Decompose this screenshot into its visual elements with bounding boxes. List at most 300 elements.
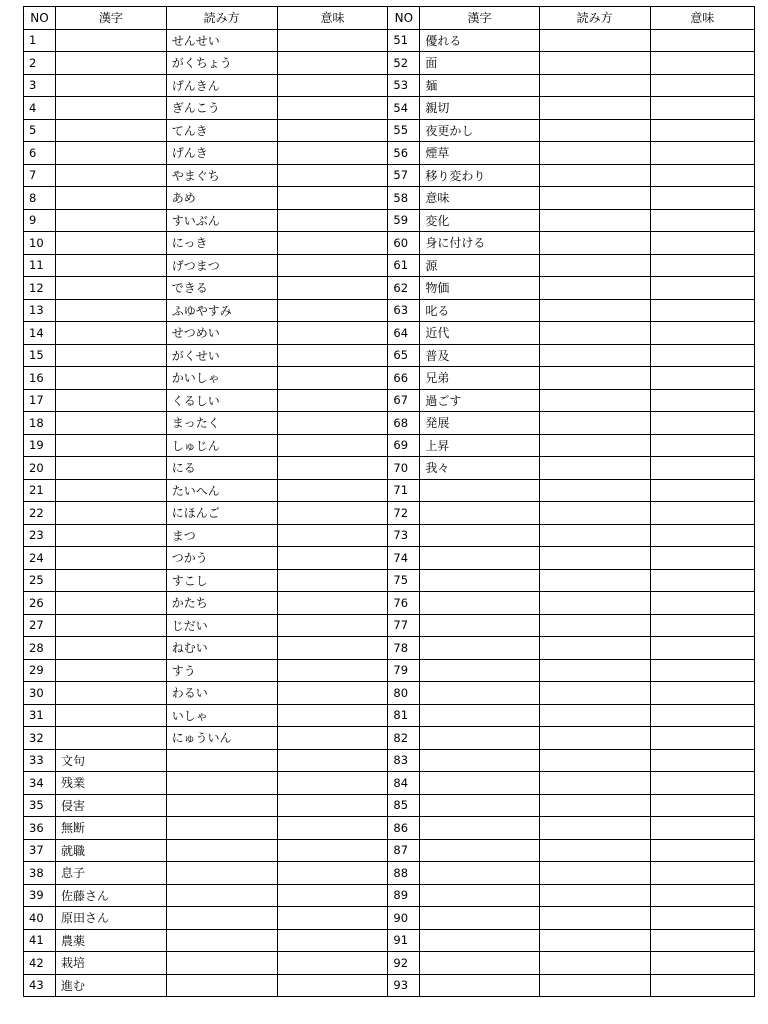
left-cell-kanji[interactable] <box>55 434 166 457</box>
right-cell-reading[interactable] <box>539 749 650 772</box>
right-cell-kanji[interactable]: 意味 <box>420 187 539 210</box>
table-row <box>24 929 755 952</box>
left-cell-reading[interactable] <box>166 952 277 975</box>
right-cell-reading[interactable] <box>539 547 650 570</box>
right-cell-kanji[interactable]: 兄弟 <box>420 367 539 390</box>
right-cell-no: 59 <box>388 209 420 232</box>
right-cell-reading[interactable] <box>539 794 650 817</box>
right-cell-meaning[interactable] <box>650 974 755 997</box>
right-cell-no: 66 <box>388 367 420 390</box>
left-cell-meaning[interactable] <box>277 614 388 637</box>
right-cell-kanji[interactable]: 発展 <box>420 412 539 435</box>
right-cell-kanji[interactable] <box>420 704 539 727</box>
right-cell-meaning[interactable] <box>650 862 755 885</box>
left-cell-reading[interactable]: まつ <box>166 524 277 547</box>
right-cell-reading[interactable] <box>539 884 650 907</box>
left-cell-reading[interactable]: ふゆやすみ <box>166 299 277 322</box>
right-cell-meaning[interactable] <box>650 839 755 862</box>
left-cell-reading[interactable]: つかう <box>166 547 277 570</box>
right-cell-meaning[interactable] <box>650 344 755 367</box>
right-cell-kanji[interactable]: 我々 <box>420 457 539 480</box>
left-cell-kanji[interactable]: 農薬 <box>55 929 166 952</box>
table-row <box>24 727 755 750</box>
left-cell-kanji[interactable]: 栽培 <box>55 952 166 975</box>
right-cell-reading[interactable] <box>539 434 650 457</box>
right-cell-meaning[interactable] <box>650 29 755 52</box>
left-cell-meaning[interactable] <box>277 952 388 975</box>
left-cell-no: 8 <box>24 187 56 210</box>
left-cell-kanji[interactable] <box>55 524 166 547</box>
left-cell-kanji[interactable] <box>55 187 166 210</box>
left-cell-reading[interactable] <box>166 929 277 952</box>
left-cell-reading[interactable]: くるしい <box>166 389 277 412</box>
vocabulary-table <box>23 6 755 997</box>
right-cell-meaning[interactable] <box>650 659 755 682</box>
right-cell-meaning[interactable] <box>650 952 755 975</box>
right-cell-meaning[interactable] <box>650 569 755 592</box>
right-cell-reading[interactable] <box>539 817 650 840</box>
right-cell-reading[interactable] <box>539 119 650 142</box>
left-cell-meaning[interactable] <box>277 749 388 772</box>
left-cell-kanji[interactable] <box>55 502 166 525</box>
right-cell-reading[interactable] <box>539 164 650 187</box>
header-kanji-right: 漢字 <box>420 7 539 30</box>
right-cell-reading[interactable] <box>539 929 650 952</box>
right-cell-reading[interactable] <box>539 254 650 277</box>
right-cell-reading[interactable] <box>539 232 650 255</box>
left-cell-kanji[interactable] <box>55 142 166 165</box>
left-cell-no: 23 <box>24 524 56 547</box>
left-cell-kanji[interactable]: 原田さん <box>55 907 166 930</box>
table-row <box>24 547 755 570</box>
right-cell-kanji[interactable] <box>420 659 539 682</box>
right-cell-reading[interactable] <box>539 142 650 165</box>
right-cell-kanji[interactable] <box>420 524 539 547</box>
table-body <box>24 29 755 997</box>
left-cell-kanji[interactable]: 進む <box>55 974 166 997</box>
left-cell-meaning[interactable] <box>277 389 388 412</box>
left-cell-kanji[interactable] <box>55 412 166 435</box>
left-cell-meaning[interactable] <box>277 232 388 255</box>
left-cell-reading[interactable]: にっき <box>166 232 277 255</box>
table-row <box>24 952 755 975</box>
right-cell-kanji[interactable]: 身に付ける <box>420 232 539 255</box>
left-cell-reading[interactable]: すいぶん <box>166 209 277 232</box>
left-cell-reading[interactable] <box>166 794 277 817</box>
left-cell-kanji[interactable] <box>55 344 166 367</box>
table-row <box>24 344 755 367</box>
right-cell-reading[interactable] <box>539 659 650 682</box>
left-cell-reading[interactable]: がくせい <box>166 344 277 367</box>
right-cell-kanji[interactable] <box>420 952 539 975</box>
header-kanji-left: 漢字 <box>55 7 166 30</box>
right-cell-reading[interactable] <box>539 277 650 300</box>
left-cell-kanji[interactable]: 無断 <box>55 817 166 840</box>
right-cell-no: 80 <box>388 682 420 705</box>
left-cell-meaning[interactable] <box>277 704 388 727</box>
right-cell-kanji[interactable] <box>420 839 539 862</box>
left-cell-kanji[interactable] <box>55 592 166 615</box>
right-cell-meaning[interactable] <box>650 52 755 75</box>
right-cell-meaning[interactable] <box>650 592 755 615</box>
left-cell-kanji[interactable] <box>55 479 166 502</box>
table-row <box>24 524 755 547</box>
left-cell-kanji[interactable] <box>55 659 166 682</box>
left-cell-reading[interactable]: すう <box>166 659 277 682</box>
right-cell-reading[interactable] <box>539 704 650 727</box>
right-cell-reading[interactable] <box>539 52 650 75</box>
left-cell-meaning[interactable] <box>277 209 388 232</box>
left-cell-meaning[interactable] <box>277 502 388 525</box>
left-cell-meaning[interactable] <box>277 907 388 930</box>
right-cell-reading[interactable] <box>539 344 650 367</box>
table-row <box>24 974 755 997</box>
right-cell-kanji[interactable]: 過ごす <box>420 389 539 412</box>
right-cell-reading[interactable] <box>539 97 650 120</box>
table-row <box>24 772 755 795</box>
right-cell-meaning[interactable] <box>650 232 755 255</box>
right-cell-kanji[interactable]: 物価 <box>420 277 539 300</box>
table-row <box>24 187 755 210</box>
right-cell-kanji[interactable] <box>420 907 539 930</box>
left-cell-meaning[interactable] <box>277 524 388 547</box>
right-cell-reading[interactable] <box>539 187 650 210</box>
left-cell-reading[interactable] <box>166 749 277 772</box>
left-cell-no: 33 <box>24 749 56 772</box>
right-cell-reading[interactable] <box>539 772 650 795</box>
left-cell-meaning[interactable] <box>277 457 388 480</box>
left-cell-kanji[interactable] <box>55 704 166 727</box>
right-cell-meaning[interactable] <box>650 929 755 952</box>
right-cell-meaning[interactable] <box>650 457 755 480</box>
table-row <box>24 74 755 97</box>
left-cell-meaning[interactable] <box>277 862 388 885</box>
right-cell-meaning[interactable] <box>650 367 755 390</box>
right-cell-meaning[interactable] <box>650 682 755 705</box>
right-cell-reading[interactable] <box>539 952 650 975</box>
right-cell-meaning[interactable] <box>650 772 755 795</box>
right-cell-meaning[interactable] <box>650 907 755 930</box>
left-cell-kanji[interactable] <box>55 569 166 592</box>
table-row <box>24 682 755 705</box>
right-cell-kanji[interactable] <box>420 929 539 952</box>
left-cell-reading[interactable]: げんき <box>166 142 277 165</box>
right-cell-kanji[interactable]: 叱る <box>420 299 539 322</box>
left-cell-meaning[interactable] <box>277 974 388 997</box>
right-cell-kanji[interactable]: 優れる <box>420 29 539 52</box>
left-cell-meaning[interactable] <box>277 254 388 277</box>
right-cell-kanji[interactable]: 近代 <box>420 322 539 345</box>
right-cell-kanji[interactable]: 麺 <box>420 74 539 97</box>
left-cell-reading[interactable]: たいへん <box>166 479 277 502</box>
right-cell-reading[interactable] <box>539 682 650 705</box>
right-cell-kanji[interactable] <box>420 749 539 772</box>
right-cell-meaning[interactable] <box>650 434 755 457</box>
left-cell-meaning[interactable] <box>277 547 388 570</box>
right-cell-meaning[interactable] <box>650 119 755 142</box>
left-cell-kanji[interactable] <box>55 29 166 52</box>
right-cell-kanji[interactable] <box>420 682 539 705</box>
right-cell-reading[interactable] <box>539 839 650 862</box>
left-cell-meaning[interactable] <box>277 884 388 907</box>
left-cell-meaning[interactable] <box>277 322 388 345</box>
right-cell-kanji[interactable] <box>420 884 539 907</box>
left-cell-meaning[interactable] <box>277 277 388 300</box>
left-cell-meaning[interactable] <box>277 142 388 165</box>
left-cell-meaning[interactable] <box>277 929 388 952</box>
right-cell-meaning[interactable] <box>650 97 755 120</box>
left-cell-reading[interactable]: にゅういん <box>166 727 277 750</box>
left-cell-reading[interactable]: すこし <box>166 569 277 592</box>
left-cell-reading[interactable] <box>166 817 277 840</box>
table-row <box>24 794 755 817</box>
right-cell-meaning[interactable] <box>650 254 755 277</box>
right-cell-kanji[interactable] <box>420 974 539 997</box>
left-cell-meaning[interactable] <box>277 839 388 862</box>
left-cell-kanji[interactable] <box>55 547 166 570</box>
right-cell-meaning[interactable] <box>650 412 755 435</box>
right-cell-reading[interactable] <box>539 637 650 660</box>
right-cell-meaning[interactable] <box>650 502 755 525</box>
right-cell-kanji[interactable]: 面 <box>420 52 539 75</box>
right-cell-no: 51 <box>388 29 420 52</box>
left-cell-meaning[interactable] <box>277 52 388 75</box>
right-cell-meaning[interactable] <box>650 187 755 210</box>
right-cell-kanji[interactable]: 移り変わり <box>420 164 539 187</box>
left-cell-reading[interactable]: かいしゃ <box>166 367 277 390</box>
left-cell-kanji[interactable] <box>55 164 166 187</box>
left-cell-meaning[interactable] <box>277 187 388 210</box>
left-cell-meaning[interactable] <box>277 637 388 660</box>
left-cell-meaning[interactable] <box>277 772 388 795</box>
right-cell-no: 77 <box>388 614 420 637</box>
right-cell-kanji[interactable] <box>420 817 539 840</box>
left-cell-reading[interactable]: しゅじん <box>166 434 277 457</box>
right-cell-kanji[interactable] <box>420 794 539 817</box>
left-cell-meaning[interactable] <box>277 344 388 367</box>
right-cell-reading[interactable] <box>539 299 650 322</box>
left-cell-reading[interactable]: にほんご <box>166 502 277 525</box>
left-cell-kanji[interactable] <box>55 727 166 750</box>
right-cell-reading[interactable] <box>539 907 650 930</box>
right-cell-meaning[interactable] <box>650 524 755 547</box>
left-cell-meaning[interactable] <box>277 434 388 457</box>
right-cell-reading[interactable] <box>539 74 650 97</box>
right-cell-no: 53 <box>388 74 420 97</box>
right-cell-reading[interactable] <box>539 862 650 885</box>
left-cell-reading[interactable] <box>166 974 277 997</box>
left-cell-reading[interactable]: がくちょう <box>166 52 277 75</box>
left-cell-kanji[interactable] <box>55 119 166 142</box>
left-cell-reading[interactable]: ねむい <box>166 637 277 660</box>
left-cell-meaning[interactable] <box>277 794 388 817</box>
left-cell-no: 28 <box>24 637 56 660</box>
right-cell-kanji[interactable] <box>420 569 539 592</box>
left-cell-reading[interactable]: まったく <box>166 412 277 435</box>
table-row <box>24 704 755 727</box>
left-cell-meaning[interactable] <box>277 569 388 592</box>
right-cell-reading[interactable] <box>539 457 650 480</box>
left-cell-reading[interactable]: じだい <box>166 614 277 637</box>
right-cell-meaning[interactable] <box>650 164 755 187</box>
left-cell-kanji[interactable]: 文句 <box>55 749 166 772</box>
right-cell-reading[interactable] <box>539 524 650 547</box>
left-cell-kanji[interactable] <box>55 74 166 97</box>
left-cell-kanji[interactable] <box>55 637 166 660</box>
right-cell-reading[interactable] <box>539 367 650 390</box>
right-cell-no: 57 <box>388 164 420 187</box>
right-cell-kanji[interactable]: 夜更かし <box>420 119 539 142</box>
right-cell-reading[interactable] <box>539 727 650 750</box>
right-cell-reading[interactable] <box>539 322 650 345</box>
right-cell-kanji[interactable] <box>420 547 539 570</box>
right-cell-reading[interactable] <box>539 412 650 435</box>
right-cell-no: 68 <box>388 412 420 435</box>
right-cell-kanji[interactable]: 源 <box>420 254 539 277</box>
left-cell-reading[interactable]: できる <box>166 277 277 300</box>
right-cell-reading[interactable] <box>539 29 650 52</box>
left-cell-kanji[interactable] <box>55 682 166 705</box>
left-cell-reading[interactable]: せつめい <box>166 322 277 345</box>
left-cell-reading[interactable]: げつまつ <box>166 254 277 277</box>
left-cell-reading[interactable] <box>166 907 277 930</box>
left-cell-reading[interactable]: ぎんこう <box>166 97 277 120</box>
right-cell-no: 60 <box>388 232 420 255</box>
right-cell-kanji[interactable] <box>420 637 539 660</box>
left-cell-meaning[interactable] <box>277 97 388 120</box>
right-cell-meaning[interactable] <box>650 727 755 750</box>
left-cell-meaning[interactable] <box>277 682 388 705</box>
left-cell-reading[interactable]: てんき <box>166 119 277 142</box>
left-cell-meaning[interactable] <box>277 164 388 187</box>
right-cell-meaning[interactable] <box>650 277 755 300</box>
left-cell-meaning[interactable] <box>277 659 388 682</box>
left-cell-kanji[interactable] <box>55 209 166 232</box>
right-cell-meaning[interactable] <box>650 142 755 165</box>
left-cell-no: 7 <box>24 164 56 187</box>
left-cell-no: 36 <box>24 817 56 840</box>
left-cell-meaning[interactable] <box>277 29 388 52</box>
left-cell-meaning[interactable] <box>277 119 388 142</box>
right-cell-kanji[interactable]: 親切 <box>420 97 539 120</box>
right-cell-reading[interactable] <box>539 974 650 997</box>
left-cell-kanji[interactable]: 息子 <box>55 862 166 885</box>
left-cell-meaning[interactable] <box>277 727 388 750</box>
right-cell-meaning[interactable] <box>650 794 755 817</box>
right-cell-reading[interactable] <box>539 479 650 502</box>
right-cell-kanji[interactable] <box>420 592 539 615</box>
left-cell-kanji[interactable] <box>55 367 166 390</box>
right-cell-reading[interactable] <box>539 592 650 615</box>
right-cell-kanji[interactable]: 上昇 <box>420 434 539 457</box>
left-cell-kanji[interactable]: 侵害 <box>55 794 166 817</box>
right-cell-kanji[interactable] <box>420 502 539 525</box>
left-cell-reading[interactable]: せんせい <box>166 29 277 52</box>
left-cell-reading[interactable]: いしゃ <box>166 704 277 727</box>
right-cell-meaning[interactable] <box>650 479 755 502</box>
right-cell-kanji[interactable] <box>420 862 539 885</box>
right-cell-kanji[interactable] <box>420 727 539 750</box>
left-cell-kanji[interactable] <box>55 457 166 480</box>
left-cell-reading[interactable]: げんきん <box>166 74 277 97</box>
right-cell-meaning[interactable] <box>650 749 755 772</box>
right-cell-meaning[interactable] <box>650 322 755 345</box>
left-cell-reading[interactable]: わるい <box>166 682 277 705</box>
left-cell-no: 21 <box>24 479 56 502</box>
left-cell-kanji[interactable] <box>55 52 166 75</box>
right-cell-meaning[interactable] <box>650 389 755 412</box>
right-cell-meaning[interactable] <box>650 817 755 840</box>
left-cell-reading[interactable]: あめ <box>166 187 277 210</box>
left-cell-kanji[interactable]: 佐藤さん <box>55 884 166 907</box>
left-cell-kanji[interactable] <box>55 254 166 277</box>
left-cell-reading[interactable]: にる <box>166 457 277 480</box>
right-cell-kanji[interactable]: 煙草 <box>420 142 539 165</box>
right-cell-reading[interactable] <box>539 209 650 232</box>
left-cell-meaning[interactable] <box>277 412 388 435</box>
left-cell-meaning[interactable] <box>277 817 388 840</box>
right-cell-meaning[interactable] <box>650 637 755 660</box>
left-cell-kanji[interactable] <box>55 299 166 322</box>
header-meaning-left: 意味 <box>277 7 388 30</box>
left-cell-kanji[interactable] <box>55 232 166 255</box>
table-row <box>24 749 755 772</box>
right-cell-kanji[interactable] <box>420 479 539 502</box>
right-cell-meaning[interactable] <box>650 547 755 570</box>
left-cell-no: 38 <box>24 862 56 885</box>
left-cell-reading[interactable]: かたち <box>166 592 277 615</box>
right-cell-meaning[interactable] <box>650 209 755 232</box>
left-cell-meaning[interactable] <box>277 74 388 97</box>
left-cell-no: 40 <box>24 907 56 930</box>
table-row <box>24 29 755 52</box>
left-cell-meaning[interactable] <box>277 592 388 615</box>
right-cell-meaning[interactable] <box>650 74 755 97</box>
right-cell-meaning[interactable] <box>650 884 755 907</box>
right-cell-reading[interactable] <box>539 389 650 412</box>
right-cell-kanji[interactable] <box>420 614 539 637</box>
left-cell-kanji[interactable] <box>55 389 166 412</box>
right-cell-reading[interactable] <box>539 569 650 592</box>
left-cell-reading[interactable] <box>166 839 277 862</box>
left-cell-kanji[interactable]: 残業 <box>55 772 166 795</box>
left-cell-reading[interactable] <box>166 862 277 885</box>
left-cell-reading[interactable] <box>166 772 277 795</box>
right-cell-kanji[interactable]: 普及 <box>420 344 539 367</box>
right-cell-kanji[interactable]: 変化 <box>420 209 539 232</box>
right-cell-kanji[interactable] <box>420 772 539 795</box>
right-cell-meaning[interactable] <box>650 614 755 637</box>
right-cell-reading[interactable] <box>539 614 650 637</box>
left-cell-kanji[interactable] <box>55 322 166 345</box>
right-cell-meaning[interactable] <box>650 704 755 727</box>
left-cell-kanji[interactable] <box>55 277 166 300</box>
left-cell-reading[interactable] <box>166 884 277 907</box>
left-cell-meaning[interactable] <box>277 367 388 390</box>
left-cell-kanji[interactable] <box>55 614 166 637</box>
right-cell-meaning[interactable] <box>650 299 755 322</box>
right-cell-no: 56 <box>388 142 420 165</box>
left-cell-no: 11 <box>24 254 56 277</box>
left-cell-kanji[interactable]: 就職 <box>55 839 166 862</box>
left-cell-reading[interactable]: やまぐち <box>166 164 277 187</box>
left-cell-no: 25 <box>24 569 56 592</box>
left-cell-kanji[interactable] <box>55 97 166 120</box>
left-cell-meaning[interactable] <box>277 479 388 502</box>
right-cell-reading[interactable] <box>539 502 650 525</box>
left-cell-meaning[interactable] <box>277 299 388 322</box>
table-row <box>24 389 755 412</box>
